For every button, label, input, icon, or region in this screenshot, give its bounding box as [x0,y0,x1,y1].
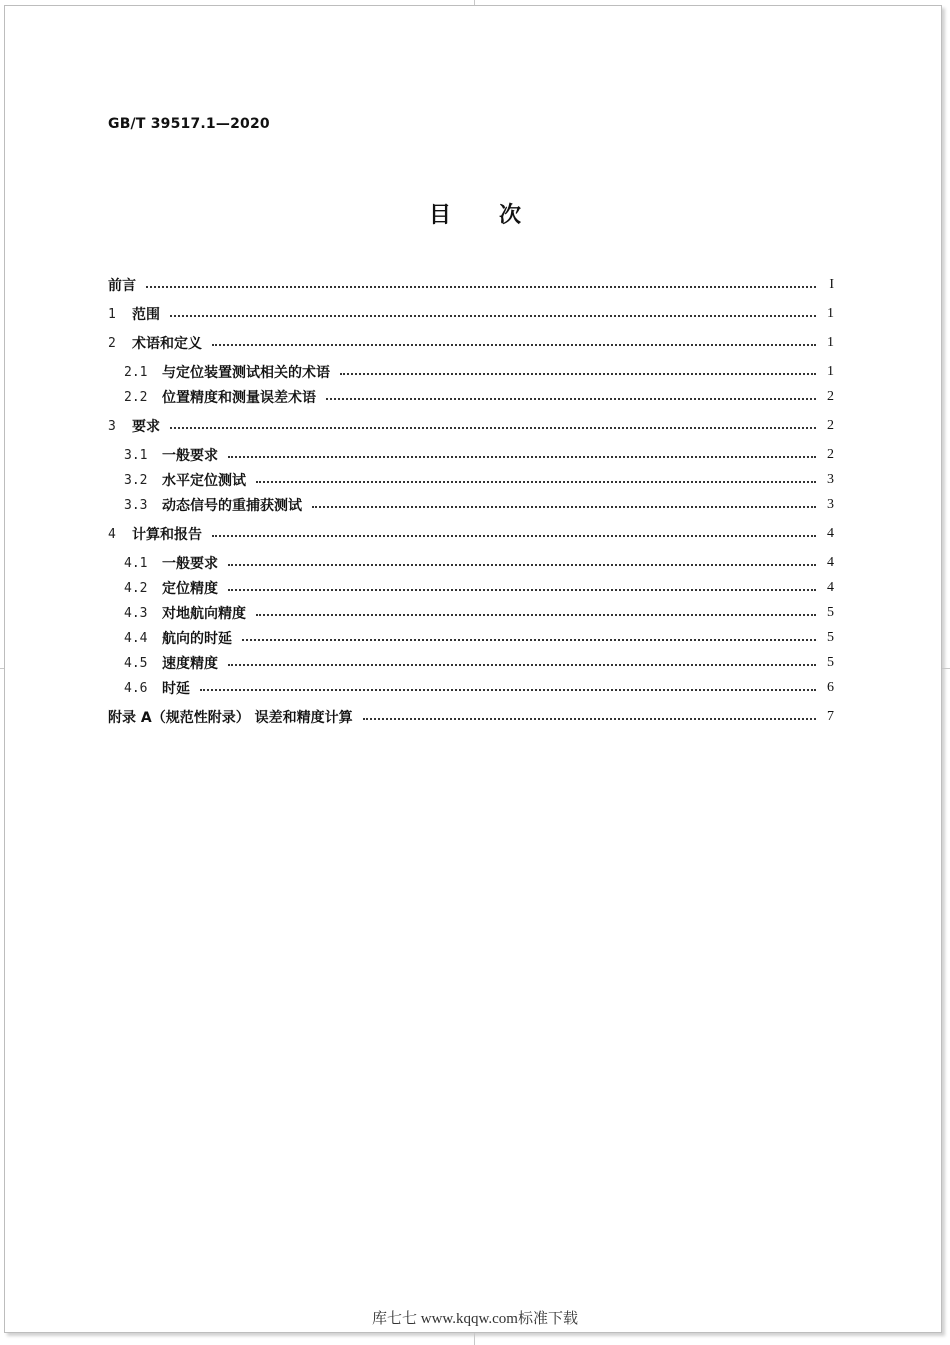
toc-entry-page: 4 [827,526,834,541]
toc-entry-number: 2.2 [124,389,148,405]
dot-leader [170,315,816,317]
toc-entry-page: 2 [827,447,834,462]
toc-entry-page: 4 [827,555,834,570]
dot-leader [326,398,816,400]
crop-mark-top [474,0,475,5]
toc-entry-number: 3.2 [124,472,148,488]
toc-entry-3[interactable] [108,416,834,436]
toc-entry-annex-a[interactable] [108,707,834,727]
toc-entry-label: 范围 [132,307,160,323]
toc-entry-2[interactable] [108,333,834,353]
toc-entry-label: 动态信号的重捕获测试 [162,498,302,514]
toc-entry-4-5[interactable] [124,653,834,673]
toc-title-char-1: 目 [428,203,451,228]
toc-entry-page: 5 [827,630,834,645]
standard-number: GB/T 39517.1—2020 [108,116,270,132]
toc-entry-number: 3.1 [124,447,148,463]
toc-entry-page: 1 [827,335,834,350]
toc-entry-4-2[interactable] [124,578,834,598]
dot-leader [312,506,816,508]
toc-entry-4-1[interactable] [124,553,834,573]
dot-leader [146,286,816,288]
toc-entry-label: 速度精度 [162,656,218,672]
toc-entry-3-2[interactable] [124,470,834,490]
crop-mark-bottom [474,1333,475,1345]
dot-leader [242,639,816,641]
dot-leader [228,589,816,591]
toc-entry-label: 计算和报告 [132,527,202,543]
toc-entry-page: 1 [827,306,834,321]
toc-entry-number: 2 [108,335,116,351]
toc-entry-2-2[interactable] [124,387,834,407]
toc-entry-page: 5 [827,605,834,620]
toc-entry-4-6[interactable] [124,678,834,698]
dot-leader [212,344,816,346]
dot-leader [170,427,816,429]
toc-entry-3-3[interactable] [124,495,834,515]
dot-leader [228,664,816,666]
toc-entry-label: 要求 [132,419,160,435]
toc-entry-page: 7 [827,709,834,724]
crop-mark-right [942,668,950,669]
toc-entry-number: 3.3 [124,497,148,513]
toc-entry-number: 4.3 [124,605,148,621]
toc-entry-4-3[interactable] [124,603,834,623]
toc-entry-4-4[interactable] [124,628,834,648]
toc-entry-label: 水平定位测试 [162,473,246,489]
dot-leader [212,535,816,537]
toc-entry-number: 2.1 [124,364,148,380]
toc-entry-page: 3 [827,497,834,512]
toc-entry-label: 时延 [162,681,190,697]
toc-entry-number: 4.6 [124,680,148,696]
toc-entry-label: 前言 [108,278,136,294]
toc-entry-number: 4.2 [124,580,148,596]
toc-entry-foreword[interactable] [108,275,834,295]
toc-entry-label: 航向的时延 [162,631,232,647]
toc-entry-3-1[interactable] [124,445,834,465]
toc-entry-page: 6 [827,680,834,695]
dot-leader [340,373,816,375]
toc-entry-number: 3 [108,418,116,434]
toc-entry-number: 4 [108,526,116,542]
dot-leader [256,481,816,483]
dot-leader [200,689,816,691]
crop-mark-left [0,668,4,669]
toc-entry-label: 定位精度 [162,581,218,597]
footer-watermark: 库七七 www.kqqw.com标准下载 [372,1311,578,1327]
toc-entry-page: 4 [827,580,834,595]
toc-entry-4[interactable] [108,524,834,544]
toc-entry-label: 位置精度和测量误差术语 [162,390,316,406]
toc-entry-2-1[interactable] [124,362,834,382]
toc-entry-label: 附录 A（规范性附录） 误差和精度计算 [108,710,353,726]
toc-entry-label: 对地航向精度 [162,606,246,622]
toc-entry-page: I [829,277,834,292]
toc-entry-page: 2 [827,389,834,404]
toc-entry-number: 1 [108,306,116,322]
toc-entry-number: 4.5 [124,655,148,671]
toc-title [0,198,950,229]
toc-entry-label: 一般要求 [162,556,218,572]
toc-entry-page: 3 [827,472,834,487]
dot-leader [256,614,816,616]
toc-entry-page: 5 [827,655,834,670]
toc-entry-label: 术语和定义 [132,336,202,352]
toc-entry-number: 4.1 [124,555,148,571]
dot-leader [363,718,816,720]
toc-entry-number: 4.4 [124,630,148,646]
toc-entry-page: 1 [827,364,834,379]
toc-entry-1[interactable] [108,304,834,324]
toc-title-char-2: 次 [499,203,522,228]
dot-leader [228,564,816,566]
toc-entry-label: 与定位装置测试相关的术语 [162,365,330,381]
toc-entry-label: 一般要求 [162,448,218,464]
toc-entry-page: 2 [827,418,834,433]
dot-leader [228,456,816,458]
